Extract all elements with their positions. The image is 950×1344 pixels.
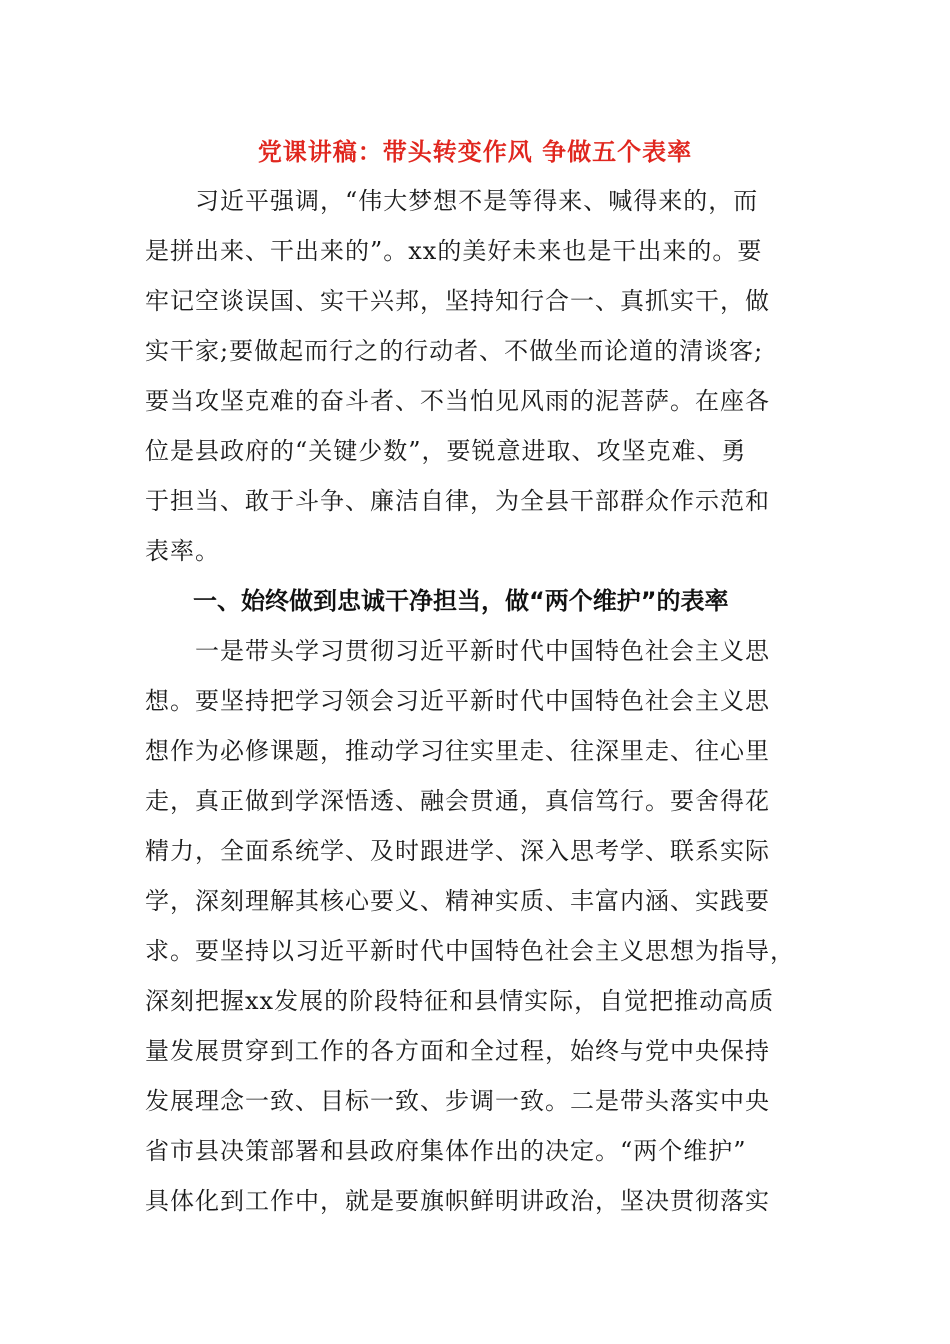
paragraph-line: 精力，全面系统学、及时跟进学、深入思考学、联系实际 (145, 837, 770, 865)
paragraph-line: 想。要坚持把学习领会习近平新时代中国特色社会主义思 (145, 687, 770, 715)
paragraph-line: 省市县决策部署和县政府集体作出的决定。“两个维护” (145, 1137, 747, 1165)
paragraph-line: 发展理念一致、目标一致、步调一致。二是带头落实中央 (145, 1087, 770, 1115)
paragraph-line: 表率。 (145, 537, 220, 565)
paragraph-line: 牢记空谈误国、实干兴邦，坚持知行合一、真抓实干，做 (145, 287, 770, 315)
paragraph-line: 想作为必修课题，推动学习往实里走、往深里走、往心里 (145, 737, 770, 765)
paragraph-line: 走，真正做到学深悟透、融会贯通，真信笃行。要舍得花 (145, 787, 770, 815)
paragraph-line: 一是带头学习贯彻习近平新时代中国特色社会主义思 (195, 637, 770, 665)
paragraph-line: 习近平强调，“伟大梦想不是等得来、喊得来的，而 (195, 187, 759, 215)
section-paragraph (145, 626, 795, 1226)
paragraph-line: 实干家;要做起而行之的行动者、不做坐而论道的清谈客; (145, 337, 764, 365)
paragraph-line: 求。要坚持以习近平新时代中国特色社会主义思想为指导， (145, 937, 795, 965)
paragraph-line: 于担当、敢于斗争、廉洁自律，为全县干部群众作示范和 (145, 487, 770, 515)
paragraph-line: 是拼出来、干出来的”。xx的美好未来也是干出来的。要 (145, 237, 763, 265)
paragraph-line: 量发展贯穿到工作的各方面和全过程，始终与党中央保持 (145, 1037, 770, 1065)
intro-paragraph (145, 176, 795, 576)
document-title: 党课讲稿：带头转变作风 争做五个表率 (257, 137, 693, 166)
section-heading: 一、始终做到忠诚干净担当，做“两个维护”的表率 (193, 587, 729, 615)
paragraph-line: 位是县政府的“关键少数”，要锐意进取、攻坚克难、勇 (145, 437, 747, 465)
paragraph-line: 学，深刻理解其核心要义、精神实质、丰富内涵、实践要 (145, 887, 770, 915)
paragraph-line: 要当攻坚克难的奋斗者、不当怕见风雨的泥菩萨。在座各 (145, 387, 770, 415)
paragraph-line: 具体化到工作中，就是要旗帜鲜明讲政治，坚决贯彻落实 (145, 1187, 770, 1215)
paragraph-line: 深刻把握xx发展的阶段特征和县情实际，自觉把推动高质 (145, 987, 775, 1015)
